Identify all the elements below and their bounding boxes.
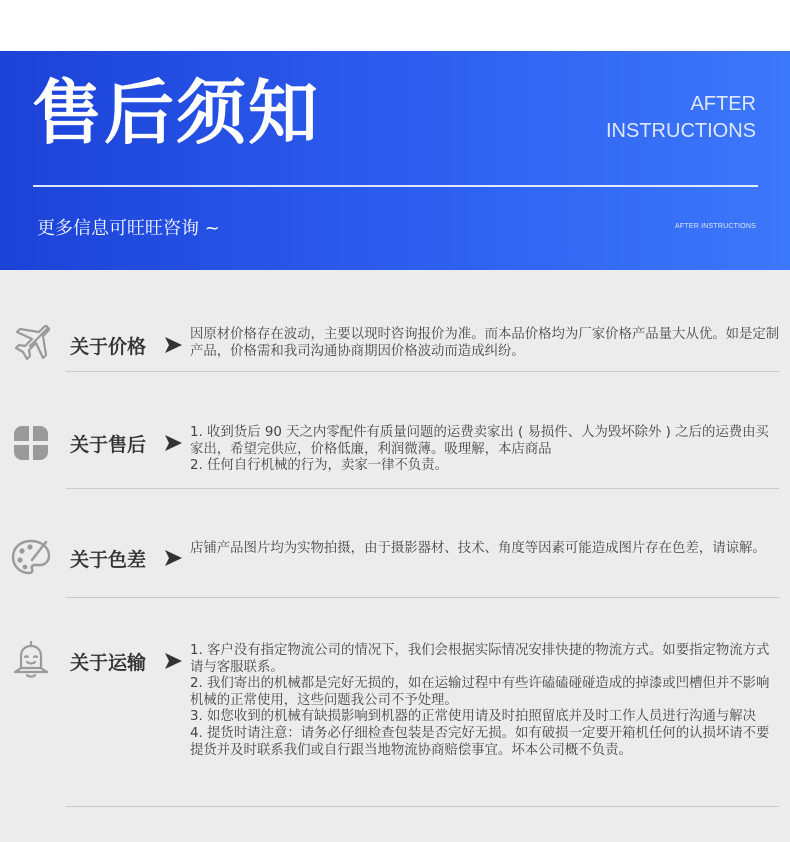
arrow-right-icon: [163, 652, 183, 670]
banner-english-title: [606, 91, 756, 145]
section-heading: 关于运输: [70, 652, 147, 674]
clover-icon: [10, 422, 52, 464]
header-banner: [0, 51, 790, 270]
top-white-strip: [0, 0, 790, 51]
body-line: 3. 如您收到的机械有缺损影响到机器的正常使用请及时拍照留底并及时工作人员进行沟通与解决: [190, 709, 757, 725]
banner-en-line2: INSTRUCTIONS: [606, 120, 756, 142]
body-line: 店铺产品图片均为实物拍摄，由于摄影器材、技术、角度等因素可能造成图片存在色差，请谅解。: [190, 541, 766, 556]
banner-divider: [33, 185, 758, 187]
section-body: [190, 425, 780, 475]
body-line: 2. 我们寄出的机械都是完好无损的，如在运输过程中有些许磕磕碰碰造成的掉漆或凹槽但并不影响机械的正常使用，这些问题我公司不予处理。: [190, 676, 770, 708]
section-body: [190, 643, 780, 759]
body-line: 4. 提货时请注意：请务必仔细检查包装是否完好无损。如有破损一定要开箱机任何的认损坏请不要提货并及时联系我们或自行跟当地物流协商赔偿事宜。坏本公司概不负责。: [190, 725, 770, 758]
banner-subtitle: 更多信息可旺旺咨询 ~: [37, 218, 220, 239]
arrow-right-icon: [163, 434, 183, 452]
bell-icon: [10, 638, 52, 680]
section-heading: 关于价格: [70, 336, 147, 358]
section-heading: 关于售后: [70, 434, 147, 456]
section-body: [190, 541, 780, 558]
body-line: 因原材价格存在波动，主要以现时咨询报价为准。而本品价格均为厂家价格产品量大从优。如是定制产品，价格需和我司沟通协商期因价格波动而造成纠纷。: [190, 327, 780, 359]
section-divider: [66, 806, 779, 807]
airplane-icon: [10, 323, 52, 365]
arrow-right-icon: [163, 549, 183, 567]
section-heading: 关于色差: [70, 549, 147, 571]
banner-en-line1: AFTER: [690, 93, 756, 115]
banner-subtitle-en: AFTER INSTRUCTIONS: [675, 223, 756, 230]
section-divider: [66, 371, 779, 372]
banner-title: 售后须知: [32, 72, 320, 154]
section-body: [190, 327, 780, 360]
arrow-right-icon: [163, 336, 183, 354]
section-divider: [66, 488, 779, 489]
body-line: 2. 任何自行机械的行为，卖家一律不负责。: [190, 458, 449, 474]
body-line: 1. 客户没有指定物流公司的情况下，我们会根据实际情况安排快捷的物流方式。如要指定物流方式请与客服联系。: [190, 643, 770, 675]
palette-icon: [10, 536, 52, 578]
section-divider: [66, 597, 779, 598]
body-line: 1. 收到货后 90 天之内零配件有质量问题的运费卖家出 ( 易损件、人为毁坏除外 ) 之后的运费由买家出，希望完供应，价格低廉，利润微薄。吸理解，本店商品: [190, 425, 769, 457]
